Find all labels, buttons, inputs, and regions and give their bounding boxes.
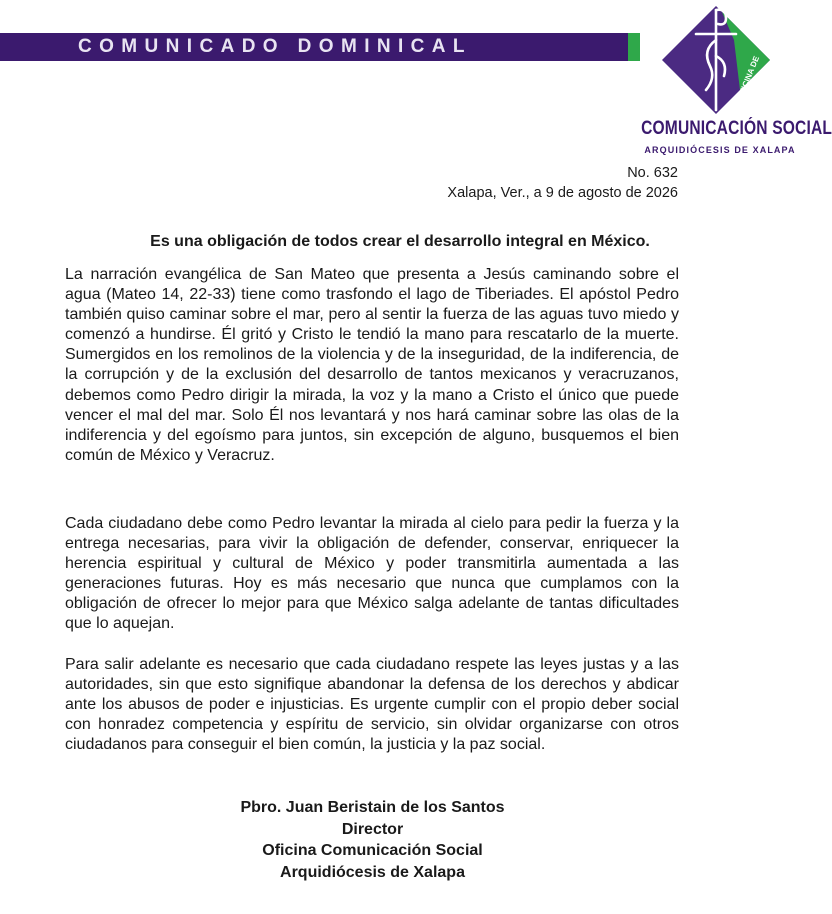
signature-block — [0, 797, 745, 883]
header-accent-bar — [628, 33, 640, 61]
signer-name: Pbro. Juan Beristain de los Santos — [240, 799, 505, 816]
body-paragraph: Para salir adelante es necesario que cada ciudadano respete las leyes justas y a las autoridades, sin que esto signifique abandonar la defensa de los derechos y abdicar ante los abusos de poder e injusticias. Es urgente cumplir con el propio deber social con honradez competencia y espíritu de servicio, sin olvidar organizarse con otros ciudadanos para conseguir el bien común, la justicia y la paz social. — [65, 656, 679, 754]
logo-title: COMUNICACIÓN SOCIAL — [641, 118, 832, 139]
place-date: Xalapa, Ver., a 9 de agosto de 2026 — [447, 185, 678, 201]
banner-title: COMUNICADO DOMINICAL — [78, 36, 472, 57]
body-paragraph: Cada ciudadano debe como Pedro levantar la mirada al cielo para pedir la fuerza y la entrega necesarias, para vivir la obligación de defender, conservar, enriquecer la herencia espiritual y cultural de México y poder transmitirla aumentada a las generaciones futuras. Hoy es más necesario que nunca que cumplamos con la obligación de ofrecer lo mejor para que México salga adelante de tantas dificultades que lo aquejan. — [65, 515, 679, 633]
signer-office: Oficina Comunicación Social — [262, 842, 483, 859]
bulletin-number: No. 632 — [627, 165, 678, 181]
signer-role: Director — [341, 820, 404, 838]
logo-subtitle: ARQUIDIÓCESIS DE XALAPA — [644, 145, 796, 155]
signer-institution: Arquidiócesis de Xalapa — [280, 863, 465, 881]
body-paragraph: La narración evangélica de San Mateo que presenta a Jesús caminando sobre el agua (Mateo 14, 22-33) tiene como trasfondo el lago de Tiberiades. El apóstol Pedro también quiso caminar sobre el mar, pero al sentir la fuerza de las aguas tuvo miedo y comenzó a hundirse. Él gritó y Cristo le tendió la mano para rescatarlo de la muerte. Sumergidos en los remolinos de la violencia y de la inseguridad, de la indiferencia, de la corrupción y de la exclusión del desarrollo de tantos mexicanos y veracruzanos, debemos como Pedro dirigir la mirada, la voz y la mano a Cristo el único que puede vencer el mal del mar. Solo Él nos levantará y nos hará caminar sobre las olas de la indiferencia y del egoísmo para juntos, sin excepción de alguno, busquemos el bien común de México y Veracruz. — [65, 266, 679, 464]
cross-with-crook-icon — [656, 0, 776, 120]
document-heading: Es una obligación de todos crear el desarrollo integral en México. — [150, 233, 650, 250]
logo-vertical-text: OFICINA DE — [735, 54, 762, 101]
